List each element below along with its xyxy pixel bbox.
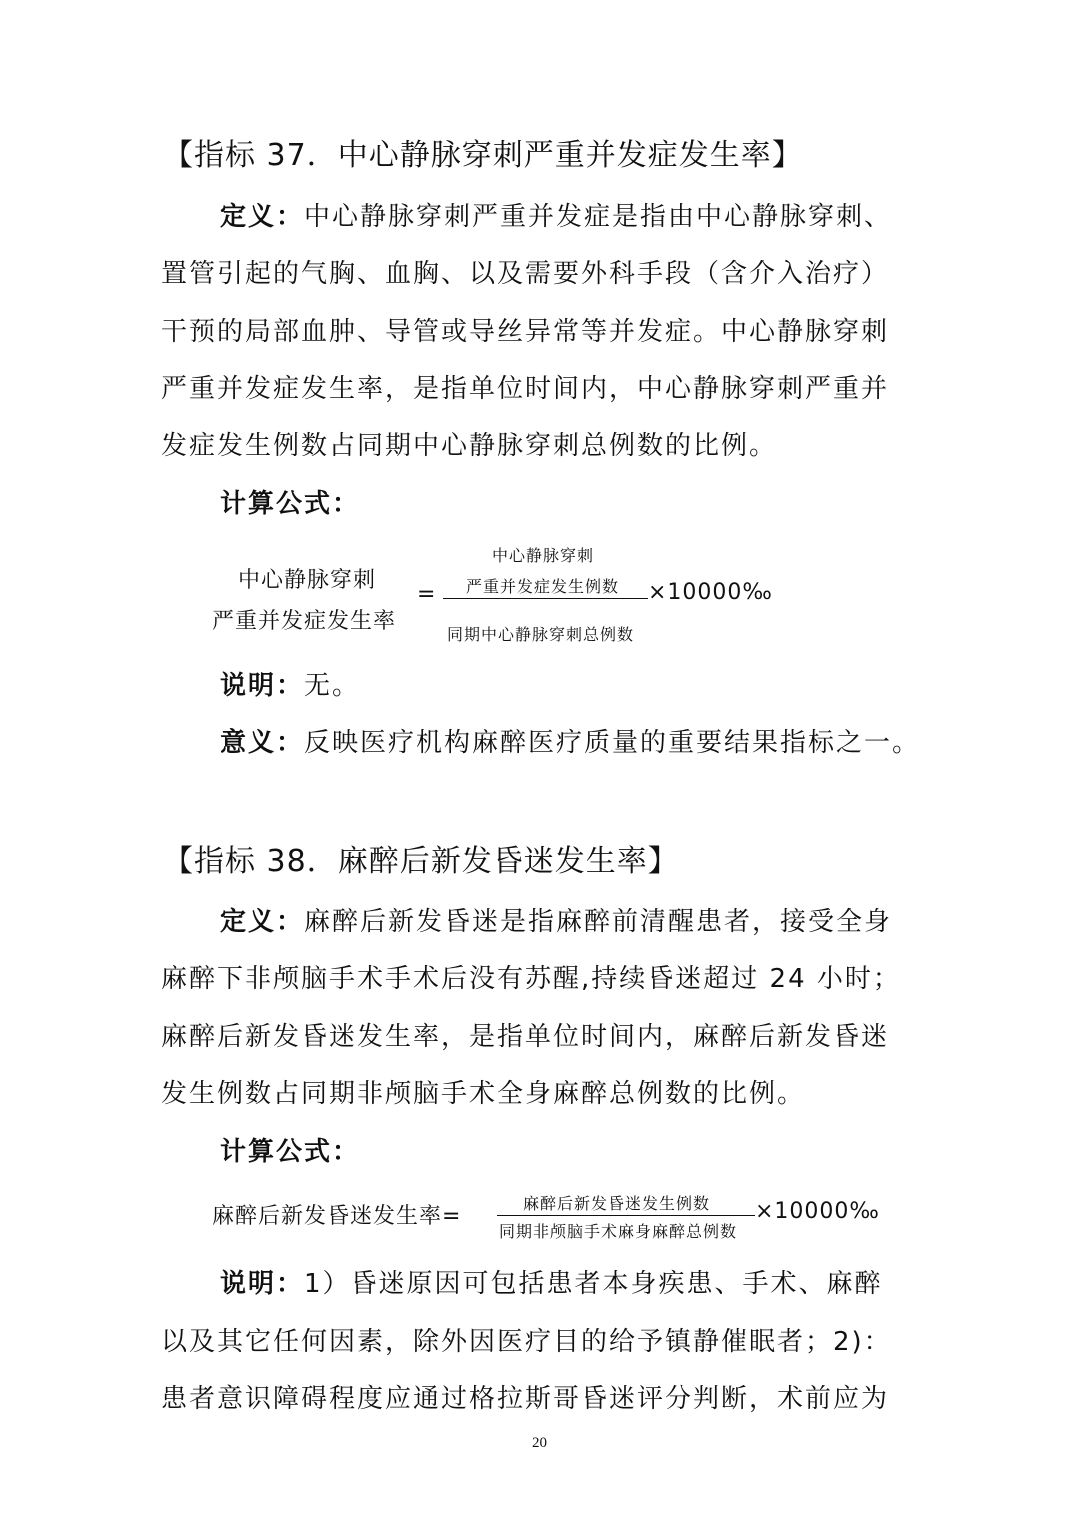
indicator-37-note [220, 665, 360, 702]
fraction-bar [497, 1215, 755, 1216]
note-line: 以及其它任何因素，除外因医疗目的给予镇静催眠者；2)： [161, 1327, 892, 1357]
fraction-bar [443, 598, 648, 599]
definition-label: 定义： [220, 907, 305, 937]
note-text: 无。 [304, 671, 361, 701]
formula-numerator: 麻醉后新发昏迷发生例数 [523, 1194, 711, 1213]
definition-line: 置管引起的气胸、血胸、以及需要外科手段（含介入治疗） [161, 259, 890, 289]
indicator-38-note-first-line [220, 1263, 883, 1300]
definition-line: 麻醉下非颅脑手术手术后没有苏醒,持续昏迷超过 24 小时； [161, 964, 901, 994]
definition-line: 严重并发症发生率，是指单位时间内，中心静脉穿刺严重并 [161, 374, 890, 404]
indicator-37-definition-first-line [220, 196, 892, 233]
formula-lhs-line1: 中心静脉穿刺 [238, 568, 377, 593]
note-line: 患者意识障碍程度应通过格拉斯哥昏迷评分判断，术前应为 [161, 1384, 890, 1414]
significance-label: 意义： [220, 728, 305, 758]
indicator-38-heading: 【指标 38．麻醉后新发昏迷发生率】 [163, 844, 679, 879]
formula-numerator-line2: 严重并发症发生例数 [466, 577, 620, 596]
indicator-37-significance [220, 722, 920, 759]
formula-denominator: 同期中心静脉穿刺总例数 [447, 625, 635, 644]
calc-formula-label: 计算公式： [220, 1137, 361, 1167]
significance-text: 反映医疗机构麻醉医疗质量的重要结果指标之一。 [304, 728, 921, 758]
formula-equals: = [417, 582, 437, 607]
formula-numerator-line1: 中心静脉穿刺 [492, 546, 595, 565]
note-label: 说明： [220, 1269, 305, 1299]
definition-line: 发生例数占同期非颅脑手术全身麻醉总例数的比例。 [161, 1079, 806, 1109]
indicator-38-definition-first-line [220, 901, 892, 938]
formula-lhs: 麻醉后新发昏迷发生率= [212, 1204, 462, 1229]
formula-factor: ×10000‰ [755, 1199, 880, 1224]
definition-line: 麻醉后新发昏迷发生率，是指单位时间内，麻醉后新发昏迷 [161, 1022, 890, 1052]
definition-text: 麻醉后新发昏迷是指麻醉前清醒患者，接受全身 [304, 907, 893, 937]
definition-line: 干预的局部血肿、导管或导丝异常等并发症。中心静脉穿刺 [161, 317, 890, 347]
formula-factor: ×10000‰ [648, 580, 773, 605]
calc-formula-label: 计算公式： [220, 489, 361, 519]
definition-text: 中心静脉穿刺严重并发症是指由中心静脉穿刺、 [304, 202, 893, 232]
definition-line: 发症发生例数占同期中心静脉穿刺总例数的比例。 [161, 431, 778, 461]
formula-lhs-line2: 严重并发症发生率 [212, 609, 397, 634]
definition-label: 定义： [220, 202, 305, 232]
formula-denominator: 同期非颅脑手术麻身麻醉总例数 [499, 1222, 738, 1241]
note-text: 1）昏迷原因可包括患者本身疾患、手术、麻醉 [304, 1269, 883, 1299]
indicator-37-heading: 【指标 37．中心静脉穿刺严重并发症发生率】 [163, 138, 803, 173]
page-number: 20 [532, 1435, 547, 1451]
note-label: 说明： [220, 671, 305, 701]
